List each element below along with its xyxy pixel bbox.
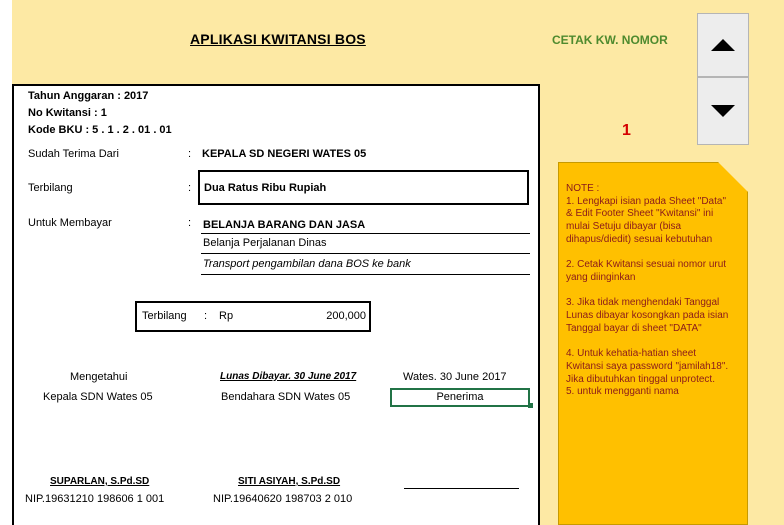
sig-left-title-1: Mengetahui <box>70 371 128 383</box>
purpose-underline-3 <box>201 274 530 275</box>
amount-words-value[interactable]: Dua Ratus Ribu Rupiah <box>204 182 327 194</box>
received-from-label: Sudah Terima Dari <box>28 148 119 160</box>
decrement-number-button[interactable] <box>697 77 749 145</box>
amount-box-label: Terbilang <box>142 310 187 322</box>
purpose-label: Untuk Membayar <box>28 217 112 229</box>
bku-code: Kode BKU : 5 . 1 . 2 . 01 . 01 <box>28 124 172 136</box>
increment-number-button[interactable] <box>697 13 749 77</box>
amount-currency: Rp <box>219 310 234 322</box>
receiver-title: Penerima <box>436 391 484 403</box>
receiver-signature-line <box>404 488 519 489</box>
purpose-underline-2 <box>201 253 530 254</box>
arrow-down-icon <box>711 105 735 117</box>
receipt-number-value[interactable]: 1 <box>622 122 631 139</box>
colon: : <box>188 182 192 194</box>
sig-left-title-2: Kepala SDN Wates 05 <box>43 391 153 403</box>
purpose-line-2[interactable]: Belanja Perjalanan Dinas <box>203 237 327 249</box>
arrow-up-icon <box>711 39 735 51</box>
amount-box-colon: : <box>204 310 208 322</box>
purpose-line-1[interactable]: BELANJA BARANG DAN JASA <box>203 219 366 231</box>
sig-mid-nip: NIP.19640620 198703 2 010 <box>213 493 353 505</box>
receipt-sheet <box>12 84 540 525</box>
purpose-line-3[interactable]: Transport pengambilan dana BOS ke bank <box>203 258 411 270</box>
purpose-underline-1 <box>201 233 530 234</box>
amount-value[interactable]: 200,000 <box>326 310 366 322</box>
note-text: NOTE : 1. Lengkapi isian pada Sheet "Data" & Edit Footer Sheet "Kwitansi" ini mulai Setuju dibayar (bisa dihapus/diedit) sesuai kebutuhan 2. Cetak Kwitansi sesuai nomor urut yang diinginkan 3. Jika tidak menghendaki Tanggal Lunas dibayar kosongkan pada isian Tanggal bayar di sheet "DATA" 4. Untuk kehatia-hatian sheet Kwitansi saya password "jamilah18". Jika dibutuhkan tinggal unprotect. 5. untuk mengganti nama <box>566 183 729 398</box>
paid-date: Lunas Dibayar. 30 June 2017 <box>220 371 357 382</box>
sig-mid-name: SITI ASIYAH, S.Pd.SD <box>238 476 341 487</box>
fill-handle[interactable] <box>528 403 533 408</box>
place-date: Wates. 30 June 2017 <box>403 371 507 383</box>
sig-mid-title-2: Bendahara SDN Wates 05 <box>221 391 351 403</box>
receipt-number-text: No Kwitansi : 1 <box>28 107 107 119</box>
left-white-strip <box>0 0 12 525</box>
app-title: APLIKASI KWITANSI BOS <box>190 31 366 47</box>
amount-words-label: Terbilang <box>28 182 73 194</box>
received-from-value[interactable]: KEPALA SD NEGERI WATES 05 <box>202 148 367 160</box>
print-receipt-label: CETAK KW. NOMOR <box>552 33 668 47</box>
sig-left-nip: NIP.19631210 198606 1 001 <box>25 493 165 505</box>
colon: : <box>188 148 192 160</box>
colon: : <box>188 217 192 229</box>
budget-year: Tahun Anggaran : 2017 <box>28 90 149 102</box>
sig-left-name: SUPARLAN, S.Pd.SD <box>50 476 150 487</box>
